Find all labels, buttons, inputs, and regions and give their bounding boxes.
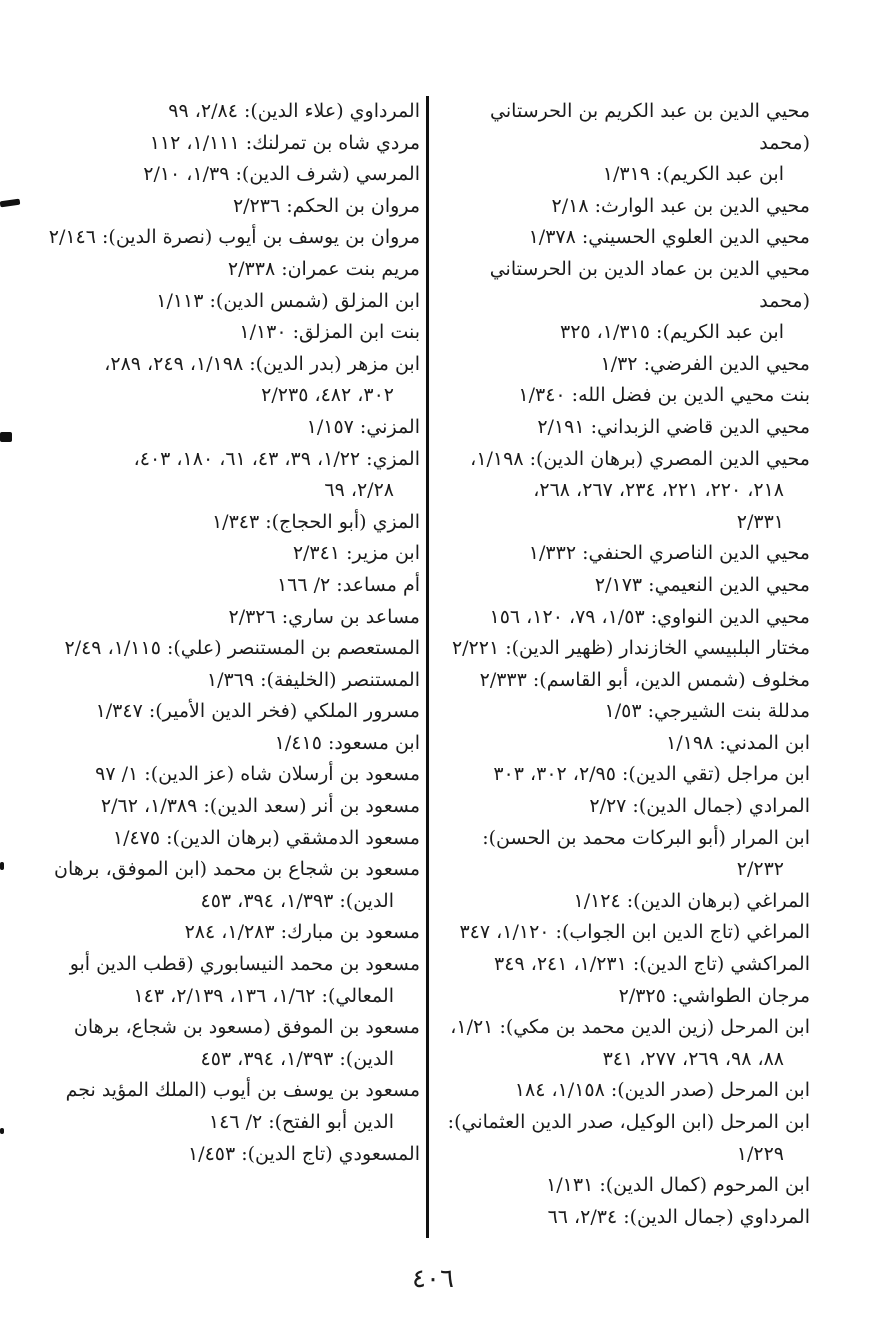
index-entry-text: مسعود بن أنر (سعد الدين): ١/٣٨٩، ٢/٦٢: [100, 795, 420, 818]
index-entry: [18, 602, 420, 634]
index-entry-text: ابن مسعود: ١/٤١٥: [274, 731, 420, 754]
index-entry-text: أم مساعد: ٢/ ١٦٦: [276, 573, 420, 596]
index-entry-text: مروان بن يوسف بن أيوب (نصرة الدين): ٢/١٤٦: [48, 226, 420, 249]
index-entry: [18, 191, 420, 223]
index-entry: [18, 1139, 420, 1171]
index-entry: [434, 349, 810, 381]
index-column-right: [434, 96, 810, 1233]
index-entry: [18, 696, 420, 728]
index-entry: [18, 128, 420, 160]
index-entry-text: ابن مزير: ٢/٣٤١: [292, 542, 420, 565]
index-entry: [18, 444, 420, 507]
index-entry: [18, 759, 420, 791]
index-entry: [18, 222, 420, 254]
index-entry-text: ابن المزلق (شمس الدين): ١/١١٣: [156, 289, 420, 312]
index-entry-continuation: ٣٠٢، ٤٨٢، ٢/٢٣٥: [261, 384, 394, 407]
index-entry-text: المراكشي (تاج الدين): ١/٢٣١، ٢٤١، ٣٤٩: [494, 953, 810, 976]
index-entry: [434, 886, 810, 918]
index-entry-text: مسعود بن يوسف بن أيوب (الملك المؤيد نجم: [65, 1079, 420, 1102]
index-entry-continuation: المعالي): ١/٦٢، ١٣٦، ٢/١٣٩، ١٤٣: [133, 984, 394, 1007]
index-entry-text: المرداوي (علاء الدين): ٢/٨٤، ٩٩: [168, 100, 420, 122]
index-entry-text: المراغي (برهان الدين): ١/١٢٤: [573, 889, 810, 912]
scan-mark: [0, 1128, 4, 1134]
index-entry-text: مسعود بن مبارك: ١/٢٨٣، ٢٨٤: [184, 921, 420, 944]
index-entry: [434, 696, 810, 728]
index-entry: [434, 1012, 810, 1075]
index-entry-text: المرادي (جمال الدين): ٢/٢٧: [589, 795, 810, 818]
index-entry: [434, 380, 810, 412]
index-entry: [434, 222, 810, 254]
index-entry-text: مسعود بن شجاع بن محمد (ابن الموفق، برهان: [54, 858, 420, 881]
index-entry: [434, 665, 810, 697]
index-entry-continuation: الدين): ١/٣٩٣، ٣٩٤، ٤٥٣: [200, 1047, 394, 1070]
index-entry-text: ابن مزهر (بدر الدين): ١/١٩٨، ٢٤٩، ٢٨٩،: [104, 352, 420, 375]
index-entry: [18, 159, 420, 191]
index-entry: [434, 602, 810, 634]
index-entry-text: مسعود بن الموفق (مسعود بن شجاع، برهان: [73, 1016, 420, 1039]
index-entry: [18, 349, 420, 412]
index-entry-text: محيي الدين المصري (برهان الدين): ١/١٩٨،: [470, 447, 810, 470]
index-entry-text: محيي الدين الفرضي: ١/٣٢: [600, 352, 810, 375]
index-entry-text: مدللة بنت الشيرجي: ١/٥٣: [604, 700, 810, 723]
index-entry-text: مسرور الملكي (فخر الدين الأمير): ١/٣٤٧: [95, 700, 420, 723]
index-entry-continuation: ٢/٢٣٢: [736, 858, 784, 881]
index-entry-text: المستعصم بن المستنصر (علي): ١/١١٥، ٢/٤٩: [64, 637, 420, 660]
index-entry: [18, 286, 420, 318]
index-entry: [18, 728, 420, 760]
index-entry: [18, 665, 420, 697]
index-entry: [434, 633, 810, 665]
index-entry: [434, 444, 810, 539]
index-entry-continuation: الدين أبو الفتح): ٢/ ١٤٦: [208, 1111, 394, 1133]
index-entry-text: بنت ابن المزلق: ١/١٣٠: [239, 321, 420, 344]
index-entry: [434, 1107, 810, 1170]
index-entry-text: مروان بن الحكم: ٢/٢٣٦: [232, 194, 420, 217]
index-entry-continuation: ابن عبد الكريم): ١/٣١٥، ٣٢٥: [559, 321, 784, 344]
index-entry: [434, 570, 810, 602]
index-entry-continuation: ١/٢٢٩: [736, 1142, 784, 1165]
index-entry-text: محيي الدين النواوي: ١/٥٣، ٧٩، ١٢٠، ١٥٦: [489, 605, 810, 628]
index-entry-continuation: ٢١٨، ٢٢٠، ٢٢١، ٢٣٤، ٢٦٧، ٢٦٨،: [533, 479, 784, 502]
index-entry: [434, 981, 810, 1013]
index-entry: [434, 1075, 810, 1107]
index-entry: [18, 96, 420, 128]
index-entry: [18, 538, 420, 570]
index-entry-text: المزي: ١/٢٢، ٣٩، ٤٣، ٦١، ١٨٠، ٤٠٣،: [133, 447, 420, 470]
index-entry: [434, 949, 810, 981]
page-number: ٤٠٦: [412, 1264, 454, 1294]
index-entry: [18, 507, 420, 539]
index-entry-continuation: ابن عبد الكريم): ١/٣١٩: [602, 163, 784, 186]
index-entry: [434, 1170, 810, 1202]
index-entry: [18, 570, 420, 602]
index-entry-text: مسعود الدمشقي (برهان الدين): ١/٤٧٥: [112, 826, 420, 849]
index-entry: [434, 96, 810, 191]
index-entry: [18, 949, 420, 1012]
scan-mark: [0, 862, 4, 870]
index-entry: [18, 854, 420, 917]
index-entry-text: المرسي (شرف الدين): ١/٣٩، ٢/١٠: [143, 163, 420, 186]
index-entry-text: محيي الدين الناصري الحنفي: ١/٣٣٢: [528, 542, 810, 565]
index-entry-text: مريم بنت عمران: ٢/٣٣٨: [227, 257, 420, 280]
index-entry-text: المرداوي (جمال الدين): ٢/٣٤، ٦٦: [547, 1205, 810, 1228]
index-entry: [434, 823, 810, 886]
index-entry-text: محيي الدين بن عبد الكريم بن الحرستاني (محمد: [490, 100, 810, 154]
index-entry-text: مسعود بن محمد النيسابوري (قطب الدين أبو: [69, 953, 420, 976]
index-entry-text: المزني: ١/١٥٧: [306, 415, 420, 438]
index-entry-continuation: ٢/٣٣١: [736, 510, 784, 533]
index-entry-text: المسعودي (تاج الدين): ١/٤٥٣: [187, 1142, 420, 1165]
index-entry-text: محيي الدين النعيمي: ٢/١٧٣: [594, 573, 810, 596]
index-entry: [434, 191, 810, 223]
index-entry-text: محيي الدين بن عبد الوارث: ٢/١٨: [551, 194, 810, 217]
index-entry-text: ابن المرحل (زين الدين محمد بن مكي): ١/٢١،: [450, 1016, 810, 1039]
index-entry-text: المراغي (تاج الدين ابن الجواب): ١/١٢٠، ٣٤٧: [459, 921, 810, 944]
column-divider: [426, 96, 429, 1238]
index-entry-text: مختار البلبيسي الخازندار (ظهير الدين): ٢/٢٢١: [451, 637, 810, 660]
index-entry-continuation: الدين): ١/٣٩٣، ٣٩٤، ٤٥٣: [200, 889, 394, 912]
index-entry: [434, 254, 810, 349]
index-entry-text: مسعود بن أرسلان شاه (عز الدين): ١/ ٩٧: [95, 763, 420, 786]
index-entry-text: ابن المرحل (ابن الوكيل، صدر الدين العثماني):: [447, 1111, 810, 1133]
index-entry-continuation: ٢/٢٨، ٦٩: [324, 479, 394, 502]
index-entry-text: محيي الدين قاضي الزبداني: ٢/١٩١: [537, 415, 810, 438]
index-entry-text: محيي الدين العلوي الحسيني: ١/٣٧٨: [528, 226, 810, 249]
index-entry: [434, 728, 810, 760]
index-entry-text: محيي الدين بن عماد الدين بن الحرستاني (محمد: [489, 257, 810, 312]
index-entry-text: ابن المرحوم (كمال الدين): ١/١٣١: [546, 1174, 810, 1197]
index-entry-text: ابن مراجل (تقي الدين): ٢/٩٥، ٣٠٢، ٣٠٣: [493, 763, 810, 786]
index-entry: [434, 759, 810, 791]
scan-mark: [0, 432, 12, 442]
index-entry: [18, 633, 420, 665]
index-entry: [434, 1202, 810, 1234]
index-entry-text: ابن المدني: ١/١٩٨: [666, 731, 810, 754]
index-entry-text: بنت محيي الدين بن فضل الله: ١/٣٤٠: [518, 384, 810, 407]
index-entry: [18, 791, 420, 823]
index-entry-text: المستنصر (الخليفة): ١/٣٦٩: [206, 668, 420, 691]
index-entry: [18, 917, 420, 949]
index-entry: [18, 412, 420, 444]
index-entry: [434, 412, 810, 444]
index-entry-continuation: ٨٨، ٩٨، ٢٦٩، ٢٧٧، ٣٤١: [602, 1047, 784, 1070]
index-entry-text: مخلوف (شمس الدين، أبو القاسم): ٢/٣٣٣: [479, 668, 810, 691]
index-column-left: [18, 96, 420, 1170]
index-entry: [434, 538, 810, 570]
index-entry-text: مساعد بن ساري: ٢/٣٢٦: [228, 605, 420, 628]
index-entry: [434, 791, 810, 823]
index-entry-text: المزي (أبو الحجاج): ١/٣٤٣: [211, 510, 420, 533]
index-entry: [18, 823, 420, 855]
index-entry-text: ابن المرحل (صدر الدين): ١/١٥٨، ١٨٤: [514, 1079, 810, 1102]
index-entry-text: مردي شاه بن تمرلنك: ١/١١١، ١١٢: [149, 131, 420, 154]
index-entry: [18, 1012, 420, 1075]
index-entry: [18, 317, 420, 349]
index-entry-text: ابن المرار (أبو البركات محمد بن الحسن):: [482, 826, 810, 849]
index-entry: [434, 917, 810, 949]
index-entry-text: مرجان الطواشي: ٢/٣٢٥: [618, 984, 810, 1007]
index-entry: [18, 254, 420, 286]
index-entry: [18, 1075, 420, 1138]
